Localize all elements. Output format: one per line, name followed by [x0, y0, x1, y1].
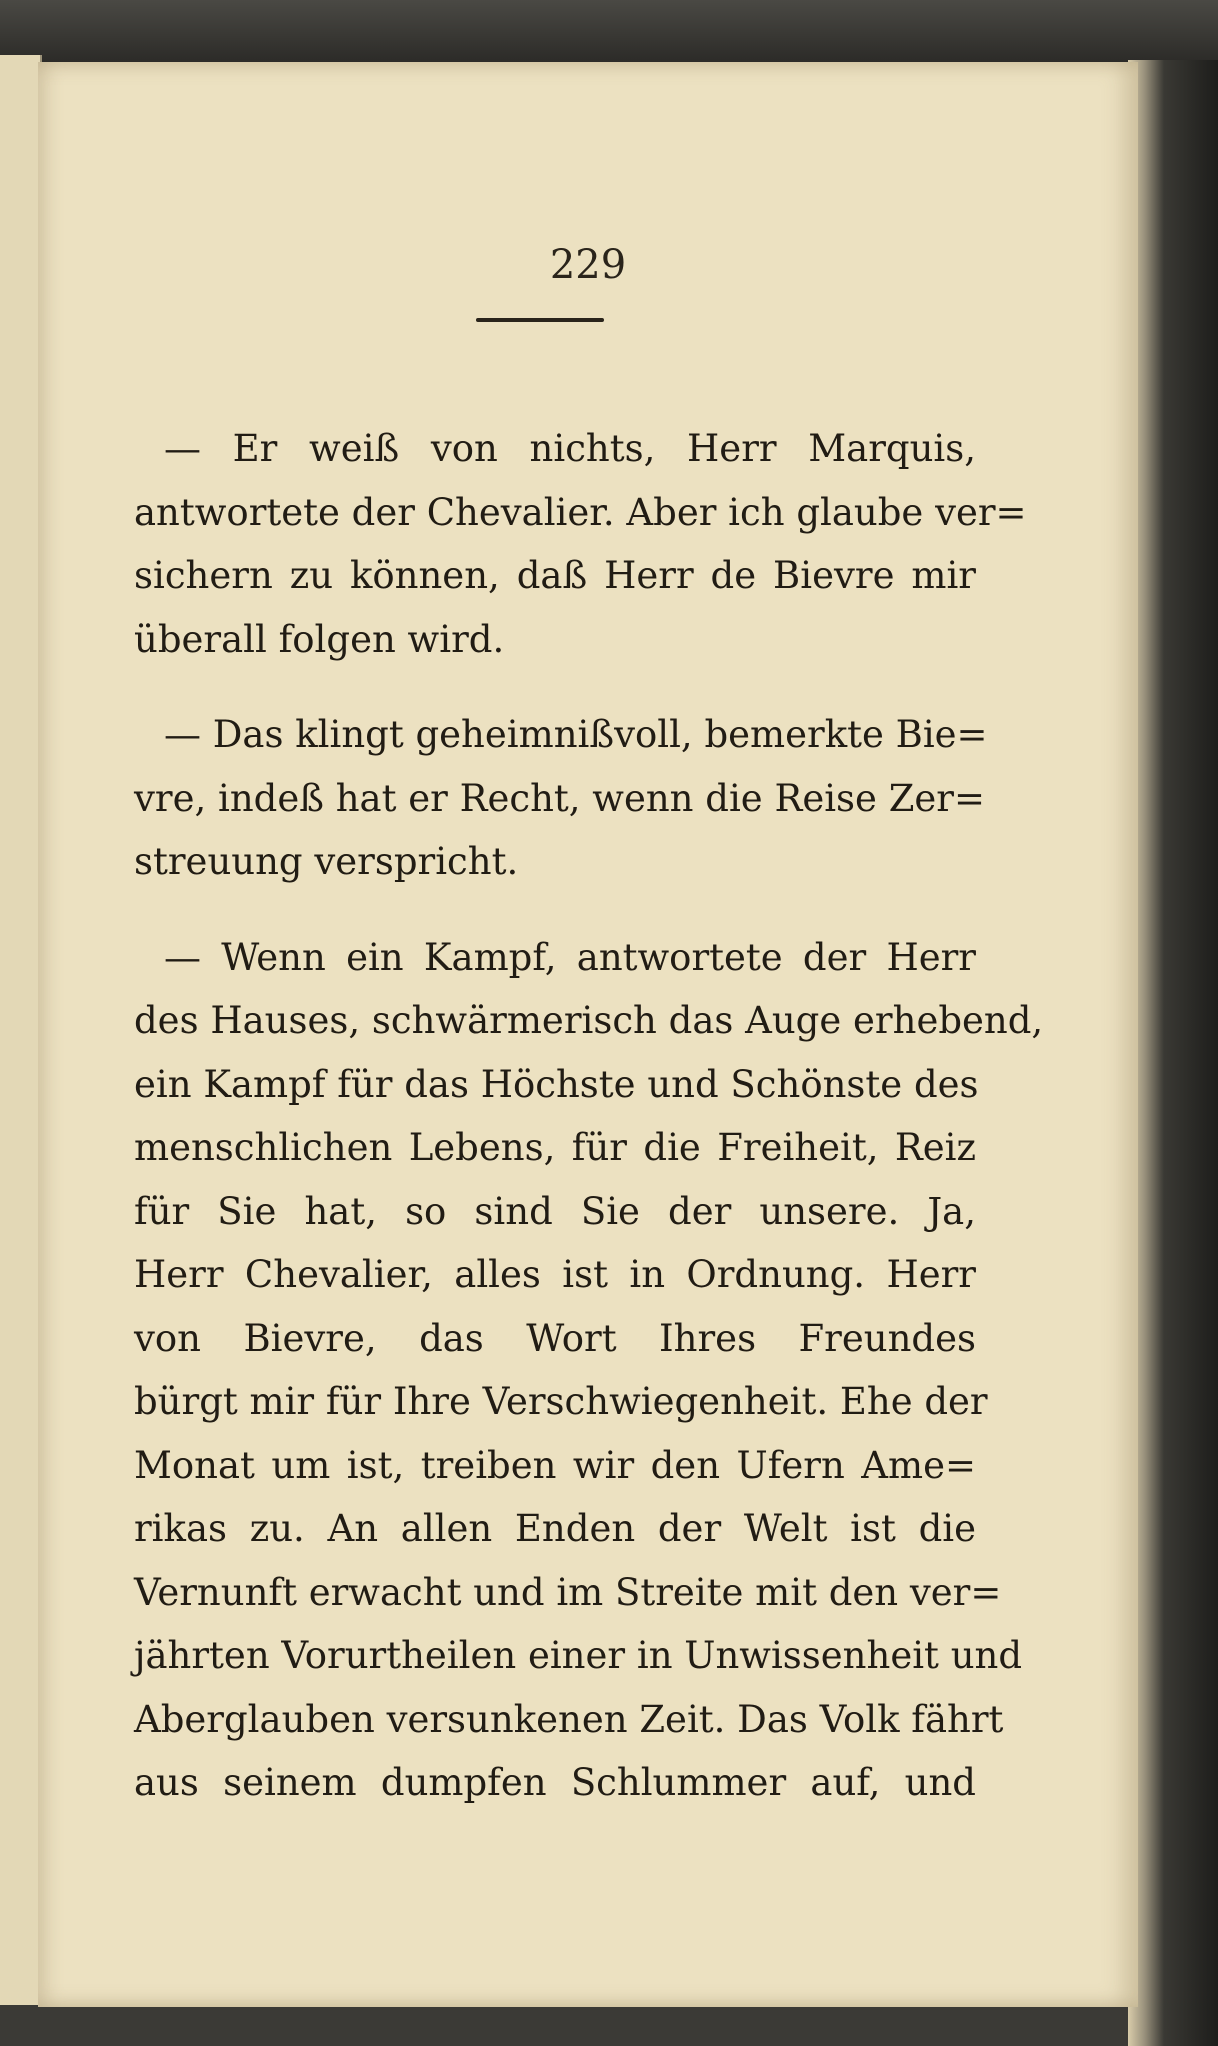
binding-top-edge — [0, 0, 1218, 62]
text-line: sichern zu können, daß Herr de Bievre mir — [134, 554, 976, 597]
text-line: überall folgen wird. — [134, 617, 505, 661]
text-line: — Er weiß von nichts, Herr Marquis, — [164, 427, 976, 470]
text-line: bürgt mir für Ihre Verschwiegenheit. Ehe der — [134, 1380, 988, 1423]
text-line: von Bievre, das Wort Ihres Freundes — [134, 1316, 976, 1360]
text-line: Aberglauben versunkenen Zeit. Das Volk fährt — [134, 1697, 1004, 1741]
body-text — [134, 417, 1044, 1847]
text-line: Vernunft erwacht und im Streite mit den ver= — [134, 1570, 1002, 1614]
text-line: des Hauses, schwärmerisch das Auge erhebend, — [134, 999, 1044, 1042]
text-line: rikas zu. An allen Enden der Welt ist die — [134, 1507, 976, 1550]
paragraph-2 — [134, 703, 988, 894]
text-line: für Sie hat, so sind Sie der unsere. Ja, — [134, 1189, 976, 1233]
text-line: antwortete der Chevalier. Aber ich glaube ver= — [134, 490, 1027, 534]
text-line: — Das klingt geheimnißvoll, bemerkte Bie= — [164, 713, 988, 756]
book-page — [38, 62, 1138, 2007]
text-line: — Wenn ein Kampf, antwortete der Herr — [164, 935, 976, 979]
book-cover-edge — [1128, 60, 1218, 2046]
text-line: ein Kampf für das Höchste und Schönste des — [134, 1062, 979, 1106]
text-line: Monat um ist, treiben wir den Ufern Ame= — [134, 1443, 976, 1487]
previous-page-edge — [0, 55, 42, 2005]
page-number: 229 — [549, 242, 627, 288]
text-line: menschlichen Lebens, für die Freiheit, Reiz — [134, 1126, 976, 1169]
paragraph-1 — [134, 417, 1027, 671]
text-line: vre, indeß hat er Recht, wenn die Reise Zer= — [134, 776, 985, 820]
header-rule — [476, 318, 604, 322]
paragraph-3 — [134, 926, 1044, 1815]
text-line: Herr Chevalier, alles ist in Ordnung. Herr — [134, 1253, 976, 1296]
text-line: jährten Vorurtheilen einer in Unwissenheit und — [134, 1634, 1023, 1677]
text-line: streuung verspricht. — [134, 840, 519, 883]
text-line: aus seinem dumpfen Schlummer auf, und — [134, 1761, 976, 1804]
